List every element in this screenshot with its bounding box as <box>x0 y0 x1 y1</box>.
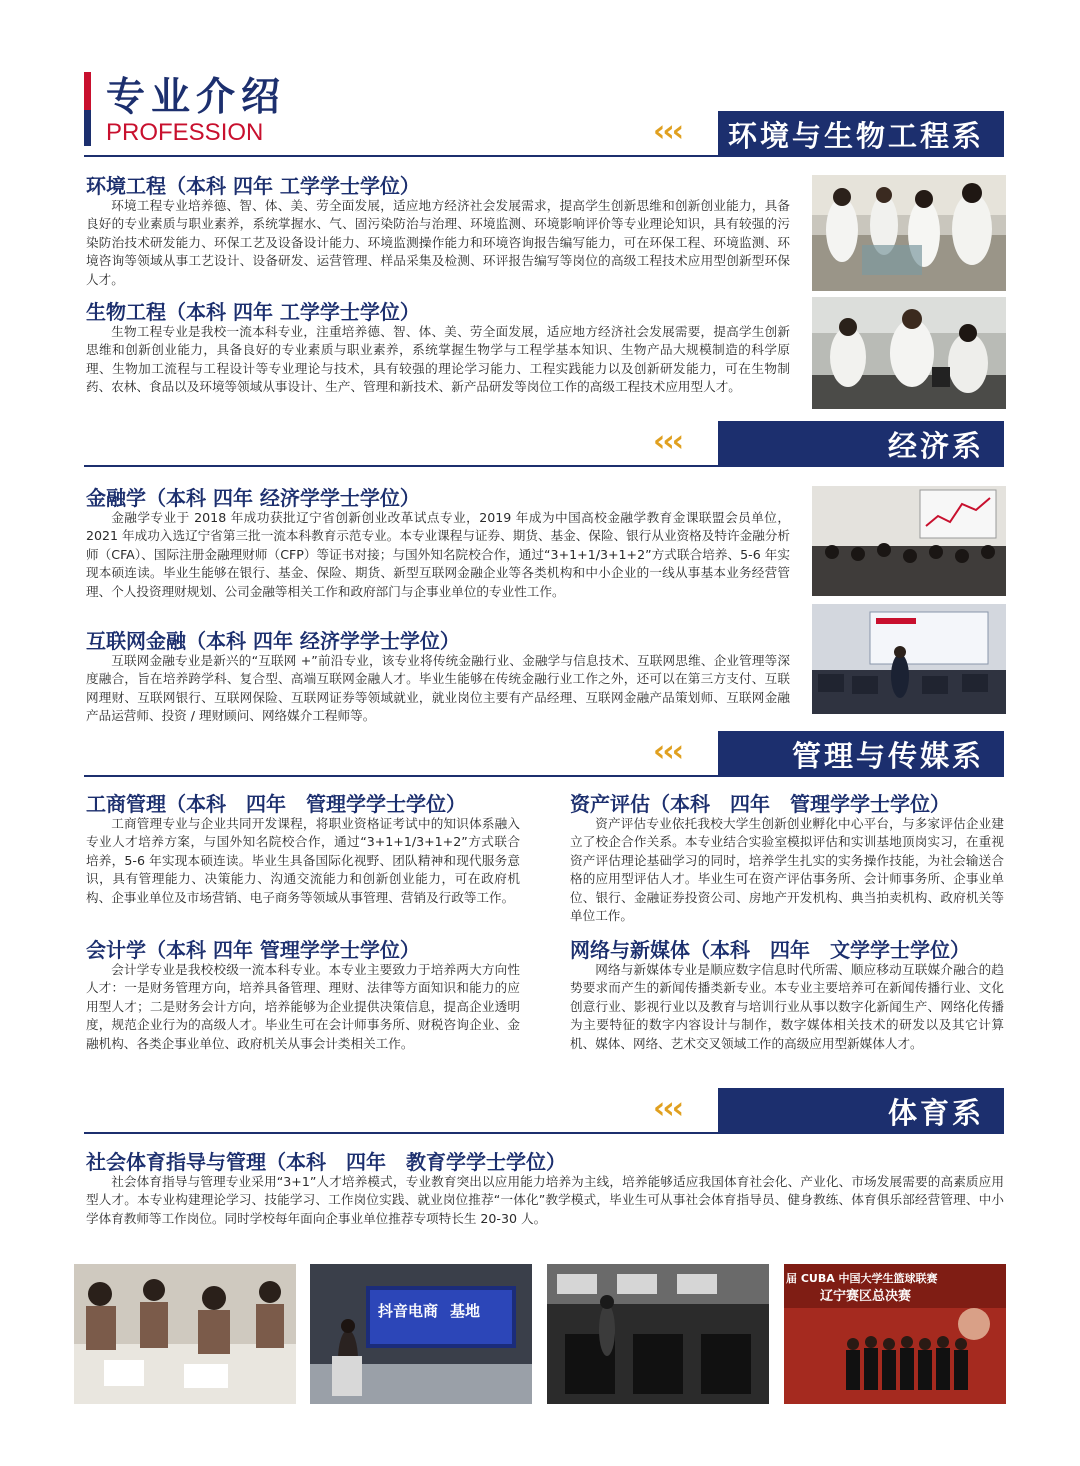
program-title-network-new-media: 网络与新媒体（本科 四年 文学学士学位） <box>570 938 970 962</box>
header-accent-red <box>84 72 91 110</box>
program-body-network-new-media: 网络与新媒体专业是顺应数字信息时代所需、顺应移动互联媒介融合的趋势要求而产生的新闻传播类新专业。本专业主要培养可在新闻传播行业、文化创意行业、影视行业以及教育与培训行业从事以数字化新闻生产、网络化传播为主要特征的数字内容设计与制作，数字媒体相关技术的研发以及其它计算机、媒体、网络、艺术交叉领域工作的高级应用型新媒体人才。 <box>570 962 1004 1051</box>
program-title-bio: 生物工程（本科 四年 工学学士学位） <box>86 300 420 324</box>
cuba-line2-text: 辽宁赛区总决赛 <box>820 1289 912 1304</box>
photo-students-study <box>74 1264 296 1404</box>
program-title-social-sports: 社会体育指导与管理（本科 四年 教育学学士学位） <box>86 1150 566 1174</box>
program-title-finance: 金融学（本科 四年 经济学学士学位） <box>86 486 420 510</box>
photo-ecommerce-base <box>310 1264 532 1404</box>
chevrons-left-icon: ‹‹‹ <box>653 114 682 149</box>
program-title-asset-evaluation: 资产评估（本科 四年 管理学学士学位） <box>570 792 950 816</box>
screen-badge-text: 基地 <box>450 1302 481 1320</box>
photo-finance-classroom <box>812 486 1006 596</box>
photo-environment-lab <box>812 175 1006 291</box>
header-accent-navy <box>84 110 91 146</box>
chevrons-left-icon: ‹‹‹ <box>653 734 682 769</box>
program-title-accounting: 会计学（本科 四年 管理学学士学位） <box>86 938 420 962</box>
program-title-internet-finance: 互联网金融（本科 四年 经济学学士学位） <box>86 629 460 653</box>
chevrons-left-icon: ‹‹‹ <box>653 1091 682 1126</box>
program-body-bio: 生物工程专业是我校一流本科专业，注重培养德、智、体、美、劳全面发展，适应地方经济社会发展需要，提高学生创新思维和创新创业能力，具备良好的专业素质与职业素养，系统掌握生物学与工程学基本知识、生物产品大规模制造的科学原理、生物加工流程与工程设计等专业理论与技术，具有较强的理论学习能力、工程实践能力以及创新研发能力，可在生物制药、农林、食品以及环境等领域从事设计、生产、管理和新技术、新产品研发等岗位工作的高级工程技术应用型人才。 <box>86 324 790 395</box>
program-title-env: 环境工程（本科 四年 工学学士学位） <box>86 174 420 198</box>
section-header-management-media: 管理与传媒系 <box>718 731 1004 777</box>
program-body-finance: 金融学专业于 2018 年成功获批辽宁省创新创业改革试点专业，2019 年成为中国高校金融学教育金课联盟会员单位，2021 年成功入选辽宁省第三批一流本科教育示范专业。本专业课程与证券、期货、基金、保险、银行从业资格及特许金融分析师（CFA）、国际注册金融理财师（CFP）等证书对接；与国外知名院校合作，通过“3+1+1/3+1+2”方式联合培养、5-6 年实现本硕连读。毕业生能够在银行、基金、保险、期货、新型互联网金融企业等各类机构和中小企业的一线从事基本业务经营管理、个人投资理财规划、公司金融等相关工作和政府部门与企事业单位的专业性工作。 <box>86 510 790 599</box>
program-body-asset-evaluation: 资产评估专业依托我校大学生创新创业孵化中心平台，与多家评估企业建立了校企合作关系。本专业结合实验室模拟评估和实训基地顶岗实习，在重视资产评估理论基础学习的同时，培养学生扎实的实务操作技能，为社会输送合格的应用型评估人才。毕业生可在资产评估事务所、会计师事务所、企事业单位、银行、金融证券投资公司、房地产开发机构、典当拍卖机构、政府机关等单位工作。 <box>570 816 1004 924</box>
page-title: 专业介绍 <box>106 75 287 120</box>
program-body-env: 环境工程专业培养德、智、体、美、劳全面发展，适应地方经济社会发展需求，提高学生创新思维和创新创业能力，具备良好的专业素质与职业素养，系统掌握水、气、固污染防治与治理、环境监测、环境影响评价等专业理论知识，具有较强的污染防治技术研发能力、环保工艺及设备设计能力、环境监测操作能力和环境咨询报告编写能力，可在环保工程、环境监测、环境咨询等领域从事工艺设计、设备研发、运营管理、样品采集及检测、环评报告编写等岗位的高级工程技术应用型创新型环保人才。 <box>86 198 790 287</box>
screen-main-text: 抖音电商 <box>378 1302 439 1320</box>
page-subtitle: PROFESSION <box>106 119 264 146</box>
photo-gym <box>547 1264 769 1404</box>
chevrons-left-icon: ‹‹‹ <box>653 424 682 459</box>
program-body-social-sports: 社会体育指导与管理专业采用“3+1”人才培养模式，专业教育突出以应用能力培养为主线，培养能够适应我国体育社会化、产业化、市场发展需要的高素质应用型人才。本专业构建理论学习、技能学习、工作岗位实践、就业岗位推荐“一体化”教学模式，毕业生可从事社会体育指导员、健身教练、体育俱乐部经营管理、中小学体育教师等工作岗位。同时学校每年面向企事业单位推荐专项特长生 20-30 人。 <box>86 1174 1004 1226</box>
program-title-business-management: 工商管理（本科 四年 管理学学士学位） <box>86 792 466 816</box>
section-header-sports: 体育系 <box>718 1088 1004 1134</box>
section-header-economics: 经济系 <box>718 421 1004 467</box>
program-body-internet-finance: 互联网金融专业是新兴的“互联网 +”前沿专业，该专业将传统金融行业、金融学与信息技术、互联网思维、企业管理等深度融合，旨在培养跨学科、复合型、高端互联网金融人才。毕业生能够在传统金融行业工作之外，还可以在第三方支付、互联网理财、互联网银行、互联网保险、互联网证券等领域就业，就业岗位主要有产品经理、互联网金融产品策划师、互联网金融产品运营师、投资 / 理财顾问、网络媒介工程师等。 <box>86 653 790 724</box>
photo-cuba-basketball <box>784 1264 1006 1404</box>
program-body-business-management: 工商管理专业与企业共同开发课程，将职业资格证考试中的知识体系融入专业人才培养方案，与国外知名院校合作，通过“3+1+1/3+1+2”方式联合培养，5-6 年实现本硕连读。毕业生具备国际化视野、团队精神和现代服务意识，具有管理能力、决策能力、沟通交流能力和创新创业能力，可在政府机构、企事业单位及市场营销、电子商务等领域从事管理、营销及行政等工作。 <box>86 816 520 905</box>
photo-biology-lab <box>812 297 1006 409</box>
cuba-line1-text: 届 CUBA 中国大学生篮球联赛 <box>786 1272 938 1285</box>
program-body-accounting: 会计学专业是我校校级一流本科专业。本专业主要致力于培养两大方向性人才：一是财务管理方向，培养具备管理、理财、法律等方面知识和能力的应用型人才；二是财务会计方向，培养能够为企业提供决策信息，提高企业透明度，规范企业行为的高级人才。毕业生可在会计师事务所、财税咨询企业、金融机构、各类企事业单位、政府机关从事会计类相关工作。 <box>86 962 520 1051</box>
photo-internet-finance-lab <box>812 604 1006 714</box>
section-header-env-bio: 环境与生物工程系 <box>718 111 1004 157</box>
